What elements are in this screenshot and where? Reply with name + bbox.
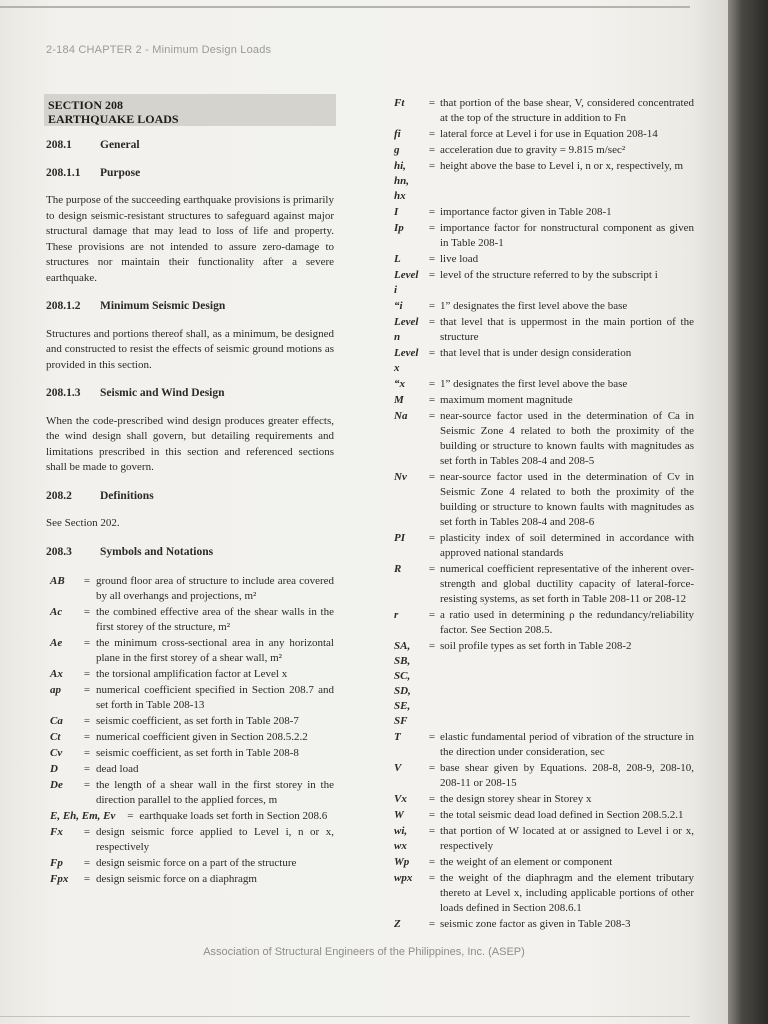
symbol-row bbox=[394, 608, 694, 638]
symbol-row bbox=[46, 574, 334, 604]
symbol-term: Ae bbox=[50, 637, 63, 649]
section-title-box bbox=[44, 94, 336, 126]
symbol-row bbox=[394, 143, 694, 158]
paragraph-seismic-wind: When the code-prescribed wind design produces greater effects, the wind design shall govern, but detailing requirements and limitations prescribed in this section and referenced sections shall be made to govern. bbox=[46, 414, 334, 473]
symbol-term: Fp bbox=[50, 857, 63, 869]
heading-symbols: 208.3 Symbols and Notations bbox=[46, 545, 214, 558]
symbol-row bbox=[394, 221, 694, 251]
symbol-term: M bbox=[394, 394, 404, 406]
symbol-definition: numerical coefficient representative of the inherent over-strength and global ductility capacity of lateral-force-resisting systems, as set forth in Table 208-11 or 208-12 bbox=[440, 563, 694, 605]
symbol-definition: maximum moment magnitude bbox=[440, 394, 573, 406]
equals-sign: = bbox=[428, 856, 436, 868]
symbol-definition: lateral force at Level i for use in Equation 208-14 bbox=[440, 128, 658, 140]
heading-general: 208.1 General bbox=[46, 139, 140, 151]
symbol-term: Vx bbox=[394, 793, 407, 805]
symbols-list-right bbox=[394, 96, 694, 933]
symbol-row bbox=[46, 872, 334, 887]
equals-sign: = bbox=[83, 779, 91, 791]
symbol-term: PI bbox=[394, 532, 405, 544]
symbol-row bbox=[394, 562, 694, 607]
symbol-term: T bbox=[394, 731, 401, 743]
symbol-term: r bbox=[394, 609, 399, 621]
symbol-row bbox=[394, 268, 694, 298]
equals-sign: = bbox=[428, 825, 436, 837]
symbol-definition: the torsional amplification factor at Level x bbox=[96, 668, 288, 680]
paragraph-definitions: See Section 202. bbox=[46, 517, 120, 529]
symbol-definition: that level that is under design consideration bbox=[440, 347, 632, 359]
symbol-row bbox=[46, 667, 334, 682]
paragraph-min-seismic-design: Structures and portions thereof shall, as a minimum, be designed and constructed to resist the effects of seismic ground motions as provided in this section. bbox=[46, 327, 334, 371]
equals-sign: = bbox=[428, 471, 436, 483]
equals-sign: = bbox=[83, 731, 91, 743]
symbol-definition: seismic coefficient, as set forth in Table 208-7 bbox=[96, 715, 299, 727]
equals-sign: = bbox=[428, 144, 436, 156]
equals-sign: = bbox=[428, 793, 436, 805]
symbol-term: Level x bbox=[394, 347, 419, 374]
symbol-definition: numerical coefficient specified in Section 208.7 and set forth in Table 208-13 bbox=[96, 684, 334, 711]
heading-definitions: 208.2 Definitions bbox=[46, 489, 154, 502]
left-column bbox=[46, 138, 334, 888]
symbol-term: Fx bbox=[50, 826, 63, 838]
equals-sign: = bbox=[428, 300, 436, 312]
symbol-definition: design seismic force on a diaphragm bbox=[96, 873, 257, 885]
symbol-row bbox=[46, 778, 334, 808]
symbol-definition: soil profile types as set forth in Table 208-2 bbox=[440, 640, 632, 652]
symbol-row bbox=[394, 824, 694, 854]
equals-sign: = bbox=[83, 668, 91, 680]
symbol-definition: near-source factor used in the determination of Cv in Seismic Zone 4 related to both the proximity of the building or structure to known faults with magnitudes as set forth in Tables 208-4 and 208-6 bbox=[440, 471, 694, 528]
symbol-definition: the minimum cross-sectional area in any horizontal plane in the first storey of a shear wall, m² bbox=[96, 637, 334, 664]
equals-sign: = bbox=[428, 269, 436, 281]
equals-sign: = bbox=[428, 347, 436, 359]
symbol-row bbox=[46, 762, 334, 777]
symbol-term: g bbox=[394, 144, 400, 156]
equals-sign: = bbox=[428, 809, 436, 821]
symbol-row bbox=[46, 636, 334, 666]
equals-sign: = bbox=[428, 918, 436, 930]
page-top-edge bbox=[0, 6, 690, 8]
symbol-term: Fpx bbox=[50, 873, 69, 885]
symbol-definition: design seismic force applied to Level i, n or x, respectively bbox=[96, 826, 334, 853]
symbol-term: W bbox=[394, 809, 404, 821]
equals-sign: = bbox=[83, 575, 91, 587]
symbol-term: V bbox=[394, 762, 402, 774]
symbol-row bbox=[394, 855, 694, 870]
symbol-definition: live load bbox=[440, 253, 479, 265]
symbol-term: “x bbox=[394, 378, 405, 390]
equals-sign: = bbox=[428, 762, 436, 774]
equals-sign: = bbox=[83, 826, 91, 838]
symbol-row bbox=[394, 730, 694, 760]
equals-sign: = bbox=[83, 684, 91, 696]
symbol-definition: seismic coefficient, as set forth in Table 208-8 bbox=[96, 747, 299, 759]
symbol-row bbox=[394, 531, 694, 561]
equals-sign: = bbox=[127, 810, 134, 822]
symbol-term: Na bbox=[394, 410, 408, 422]
symbol-term: L bbox=[394, 253, 401, 265]
symbol-row bbox=[394, 315, 694, 345]
symbol-definition: earthquake loads set forth in Section 208.6 bbox=[139, 810, 328, 822]
symbol-row bbox=[46, 683, 334, 713]
equals-sign: = bbox=[83, 873, 91, 885]
symbol-row bbox=[394, 871, 694, 916]
equals-sign: = bbox=[428, 128, 436, 140]
equals-sign: = bbox=[83, 606, 91, 618]
symbol-term: Cv bbox=[50, 747, 63, 759]
symbol-term: I bbox=[394, 206, 399, 218]
symbol-term: Ct bbox=[50, 731, 61, 743]
equals-sign: = bbox=[428, 316, 436, 328]
heading-purpose: 208.1.1 Purpose bbox=[46, 166, 141, 179]
symbol-row bbox=[394, 205, 694, 220]
equals-sign: = bbox=[428, 97, 436, 109]
symbols-list-left bbox=[46, 574, 334, 887]
symbol-term: wpx bbox=[394, 872, 413, 884]
equals-sign: = bbox=[83, 715, 91, 727]
equals-sign: = bbox=[428, 253, 436, 265]
symbol-term: Level n bbox=[394, 316, 419, 343]
symbol-row bbox=[394, 377, 694, 392]
symbol-term: Ft bbox=[394, 97, 405, 109]
symbol-definition: base shear given by Equations. 208-8, 208-9, 208-10, 208-11 or 208-15 bbox=[440, 762, 694, 789]
symbol-definition: the length of a shear wall in the first storey in the direction parallel to the applied forces, m bbox=[96, 779, 334, 806]
symbol-term: Ax bbox=[50, 668, 63, 680]
equals-sign: = bbox=[83, 747, 91, 759]
symbol-definition: ground floor area of structure to include area covered by all overhangs and projections, m² bbox=[96, 575, 334, 602]
equals-sign: = bbox=[83, 637, 91, 649]
symbol-term: wi, wx bbox=[394, 825, 408, 852]
equals-sign: = bbox=[428, 410, 436, 422]
equals-sign: = bbox=[428, 640, 436, 652]
equals-sign: = bbox=[428, 160, 436, 172]
symbol-definition: near-source factor used in the determination of Ca in Seismic Zone 4 related to both the proximity of the building or structure to known faults with magnitudes as set forth in Tables 208-4 and 208-5 bbox=[440, 410, 694, 467]
equals-sign: = bbox=[428, 532, 436, 544]
equals-sign: = bbox=[428, 206, 436, 218]
symbol-term: D bbox=[50, 763, 58, 775]
equals-sign: = bbox=[428, 731, 436, 743]
symbol-row bbox=[394, 792, 694, 807]
symbol-definition: numerical coefficient given in Section 208.5.2.2 bbox=[96, 731, 308, 743]
paragraph-purpose: The purpose of the succeeding earthquake provisions is primarily to design seismic-resistant structures to safeguard against major structural damage that may lead to loss of life and property. These provisions are not intended to assure zero-damage to structures nor maintain their functionality after a severe earthquake. bbox=[46, 194, 334, 284]
symbol-definition: 1” designates the first level above the base bbox=[440, 378, 628, 390]
symbol-term: R bbox=[394, 563, 402, 575]
equals-sign: = bbox=[83, 857, 91, 869]
symbol-definition: the total seismic dead load defined in Section 208.5.2.1 bbox=[440, 809, 684, 821]
symbol-row bbox=[46, 605, 334, 635]
symbol-row bbox=[394, 917, 694, 932]
symbol-definition: acceleration due to gravity = 9.815 m/sec² bbox=[440, 144, 626, 156]
symbol-definition: a ratio used in determining ρ the redundancy/reliability factor. See Section 208.5. bbox=[440, 609, 694, 636]
symbol-term: ap bbox=[50, 684, 61, 696]
symbol-definition: importance factor for nonstructural component as given in Table 208-1 bbox=[440, 222, 694, 249]
symbol-row bbox=[394, 393, 694, 408]
equals-sign: = bbox=[428, 563, 436, 575]
symbol-definition: plasticity index of soil determined in accordance with approved national standards bbox=[440, 532, 694, 559]
symbol-definition: that portion of W located at or assigned to Level i or x, respectively bbox=[440, 825, 694, 852]
symbol-term: “i bbox=[394, 300, 403, 312]
symbol-term: Level i bbox=[394, 269, 419, 296]
equals-sign: = bbox=[428, 394, 436, 406]
symbol-term: fi bbox=[394, 128, 401, 140]
symbol-row bbox=[46, 730, 334, 745]
symbol-term: Ca bbox=[50, 715, 63, 727]
symbol-term: AB bbox=[50, 575, 65, 587]
heading-seismic-wind: 208.1.3 Seismic and Wind Design bbox=[46, 387, 225, 399]
symbol-definition: the combined effective area of the shear walls in the first storey of the structure, m² bbox=[96, 606, 334, 633]
page-bottom-edge bbox=[0, 1016, 690, 1017]
symbol-row bbox=[394, 808, 694, 823]
symbol-definition: height above the base to Level i, n or x, respectively, m bbox=[440, 160, 684, 172]
equals-sign: = bbox=[428, 222, 436, 234]
symbol-definition: the weight of the diaphragm and the element tributary thereto at Level x, including applicable portions of other loads defined in Section 208.6.1 bbox=[440, 872, 694, 914]
symbol-term: hi, hn, hx bbox=[394, 160, 409, 202]
symbol-row bbox=[394, 346, 694, 376]
symbol-row bbox=[394, 96, 694, 126]
symbol-definition: 1” designates the first level above the base bbox=[440, 300, 628, 312]
symbol-term: Z bbox=[394, 918, 401, 930]
symbol-term: Wp bbox=[394, 856, 410, 868]
symbol-definition: importance factor given in Table 208-1 bbox=[440, 206, 612, 218]
symbol-row bbox=[46, 825, 334, 855]
symbol-row bbox=[394, 159, 694, 204]
equals-sign: = bbox=[428, 872, 436, 884]
symbol-definition: level of the structure referred to by the subscript i bbox=[440, 269, 658, 281]
symbol-row bbox=[394, 761, 694, 791]
section-number: SECTION 208 bbox=[48, 98, 124, 112]
symbol-row bbox=[46, 714, 334, 729]
symbol-row bbox=[46, 856, 334, 871]
symbol-definition: the design storey shear in Storey x bbox=[440, 793, 592, 805]
section-title: EARTHQUAKE LOADS bbox=[48, 112, 179, 126]
symbol-definition: elastic fundamental period of vibration of the structure in the direction under consideration, sec bbox=[440, 731, 694, 758]
symbol-term: Ip bbox=[394, 222, 404, 234]
symbol-definition: seismic zone factor as given in Table 208-3 bbox=[440, 918, 631, 930]
symbol-row bbox=[394, 127, 694, 142]
equals-sign: = bbox=[428, 609, 436, 621]
symbol-row bbox=[394, 299, 694, 314]
equals-sign: = bbox=[428, 378, 436, 390]
symbol-term: Ac bbox=[50, 606, 63, 618]
symbol-definition: design seismic force on a part of the structure bbox=[96, 857, 297, 869]
symbol-row bbox=[394, 639, 694, 729]
symbol-row bbox=[394, 409, 694, 469]
symbol-term: Nv bbox=[394, 471, 407, 483]
symbol-row bbox=[394, 252, 694, 267]
heading-min-seismic-design: 208.1.2 Minimum Seismic Design bbox=[46, 300, 226, 312]
symbol-definition: that portion of the base shear, V, considered concentrated at the top of the structure in addition to Fn bbox=[440, 97, 694, 124]
running-header: 2-184 CHAPTER 2 - Minimum Design Loads bbox=[46, 44, 272, 56]
symbol-definition: that level that is uppermost in the main portion of the structure bbox=[440, 316, 694, 343]
symbol-definition: dead load bbox=[96, 763, 139, 775]
book-spine-shadow bbox=[728, 0, 768, 1024]
symbol-row bbox=[394, 470, 694, 530]
symbol-row bbox=[46, 809, 334, 824]
symbol-term: E, Eh, Em, Ev bbox=[50, 810, 116, 822]
symbol-term: De bbox=[50, 779, 63, 791]
symbol-term: SA, SB, SC, SD, SE, SF bbox=[394, 640, 411, 727]
page-footer: Association of Structural Engineers of the Philippines, Inc. (ASEP) bbox=[203, 946, 525, 958]
equals-sign: = bbox=[83, 763, 91, 775]
symbol-row bbox=[46, 746, 334, 761]
symbol-definition: the weight of an element or component bbox=[440, 856, 613, 868]
